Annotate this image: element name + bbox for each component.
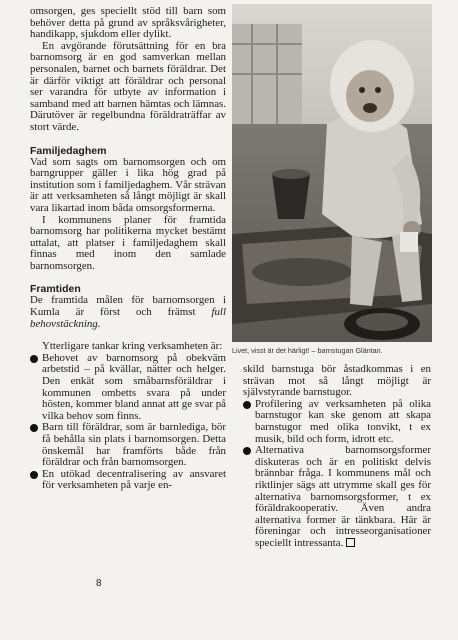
paragraph: omsorgen, ges speciellt stöd till barn som behöver detta på grund av språksvårigheter, handikapp, sjukdom eller dylikt. <box>30 5 226 41</box>
list-item-text: Alternativa barnomsorgsformer diskuteras och är en politiskt delvis brännbar fråga. I kommunens mål och riktlinjer sägs att utrymme skall ges för alternativa barnomsorgsformer, t ex föräldrakooperativ. Även andra alternativa former är tänkbara. Här är föreningar och intresseorganisationer speciellt intressanta. <box>255 444 431 549</box>
left-column <box>30 6 226 492</box>
bullet-list <box>243 399 431 550</box>
paragraph: Vad som sagts om barnomsorgen och om barngrupper gäller i lika hög grad på institution som i familjedaghem. Vår strävan är att verksamheten så långt möjligt är skall vara likartad inom båda omsorgsformerna. <box>30 155 226 214</box>
paragraph: skild barnstuga bör åstadkommas i en strävan mot så långt möjligt är självstyrande barnstugor. <box>243 363 431 399</box>
list-item: En utökad decentralisering av ansvaret för verksamheten på varje en- <box>30 469 226 492</box>
paragraph <box>30 295 226 330</box>
list-item: Barn till föräldrar, som är barnlediga, bör få behålla sin plats i barnomsorgen. Detta önskemål har framförts både från föräldrar och från barnomsorgen. <box>30 422 226 468</box>
paragraph: I kommunens planer för framtida barnomsorg har politikerna mycket bestämt uttalat, att platser i familjedaghem skall finnas med inom den samlade barnomsorgen. <box>30 213 226 272</box>
photo-child-playing-in-sand <box>232 4 432 342</box>
section-heading-familjedaghem: Familjedaghem <box>30 144 107 157</box>
photo-caption: Livet, visst är det härligt! – barnstugan Gläntan. <box>232 346 383 355</box>
bullet-list <box>30 353 226 492</box>
emphasis-text: full behovstäckning. <box>30 306 226 330</box>
paragraph: Ytterligare tankar kring verksamheten är: <box>42 340 223 353</box>
list-item <box>243 445 431 549</box>
paragraph: En avgörande förutsättning för en bra barnomsorg är en god samverkan mellan personalen, barnet och barnets föräldrar. Det är därför viktigt att föräldrar och personal ser varandra för utbyte av information i samband med att barnen hämtas och lämnas. Därutöver är regelbundna föräldraträffar av stort värde. <box>30 39 226 133</box>
right-column <box>243 364 431 550</box>
section-heading-framtiden: Framtiden <box>30 283 81 296</box>
list-item: Profilering av verksamheten på olika barnstugor kan ske genom att skapa barnstugor med olika tonvikt, t ex musik, bild och form, idrott etc. <box>243 399 431 445</box>
page-number: 8 <box>96 578 102 589</box>
paragraph-text: De framtida målen för barnomsorgen i Kumla är först och främst <box>30 294 226 319</box>
end-of-article-icon <box>346 538 355 547</box>
list-item: Behovet av barnomsorg på obekväm arbetstid – på kvällar, nätter och helger. Den enkät som småbarnsföräldrar i kommunen ombetts svara på under hösten, kommer bland annat att ge svar på vilka behov som finns. <box>30 353 226 423</box>
